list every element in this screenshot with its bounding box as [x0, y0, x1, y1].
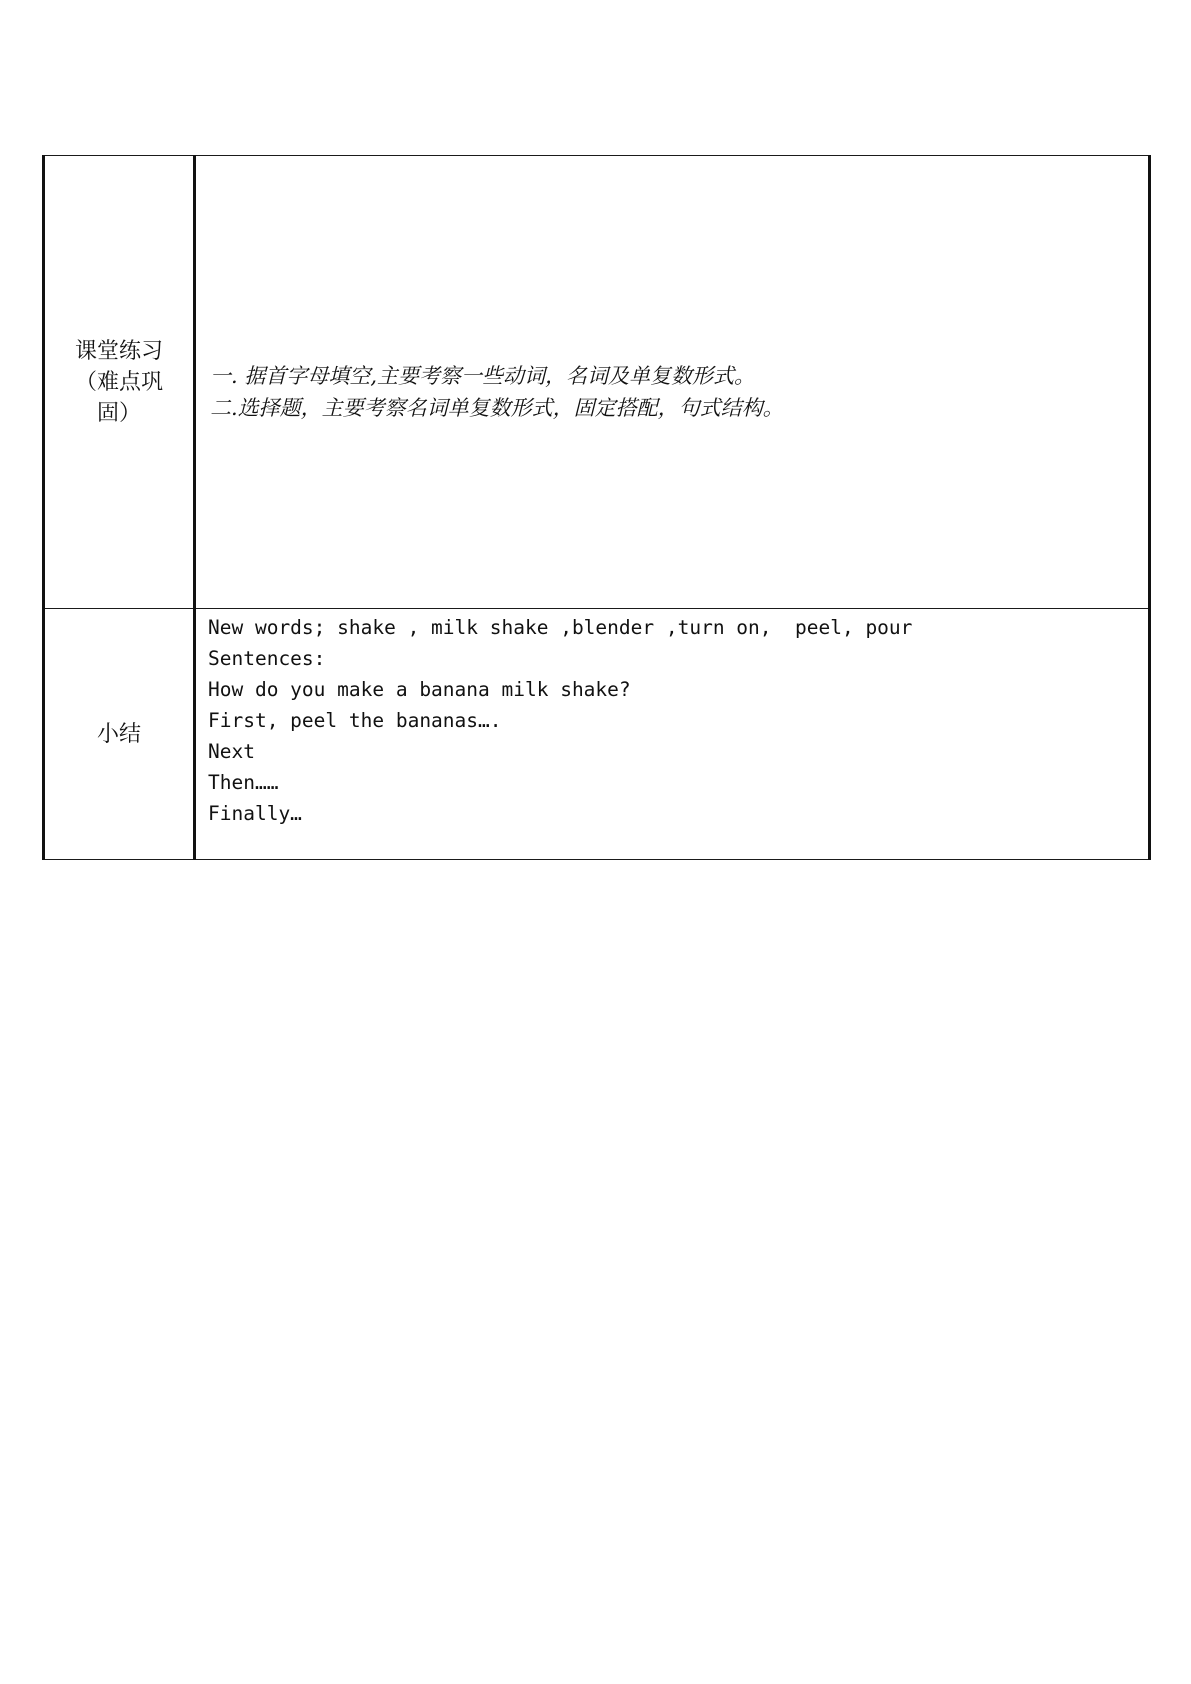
summary-line-then: Then……: [208, 771, 279, 794]
summary-line-finally: Finally…: [208, 802, 302, 825]
table-row-practice: [44, 156, 1150, 609]
summary-content-cell: [195, 609, 1150, 860]
summary-line-next: Next: [208, 740, 255, 763]
lesson-plan-table: [42, 155, 1151, 860]
practice-label: 课堂练习（难点巩固）: [74, 338, 163, 426]
summary-line-first: First, peel the bananas….: [208, 709, 502, 732]
summary-text: [196, 609, 1148, 859]
table-row-summary: [44, 609, 1150, 860]
practice-task-list: [196, 360, 1148, 424]
summary-line-new-words: New words; shake , milk shake ,blender ,turn on, peel, pour: [208, 616, 913, 639]
practice-task-1: 一. 据首字母填空,主要考察一些动词，名词及单复数形式。: [210, 364, 756, 388]
practice-label-cell: [44, 156, 195, 609]
summary-label-cell: [44, 609, 195, 860]
practice-task-2: 二.选择题，主要考察名词单复数形式，固定搭配，句式结构。: [210, 396, 784, 420]
summary-line-question: How do you make a banana milk shake?: [208, 678, 631, 701]
summary-line-sentences: Sentences:: [208, 647, 326, 670]
summary-label: 小结: [96, 721, 141, 747]
practice-content-cell: [195, 156, 1150, 609]
